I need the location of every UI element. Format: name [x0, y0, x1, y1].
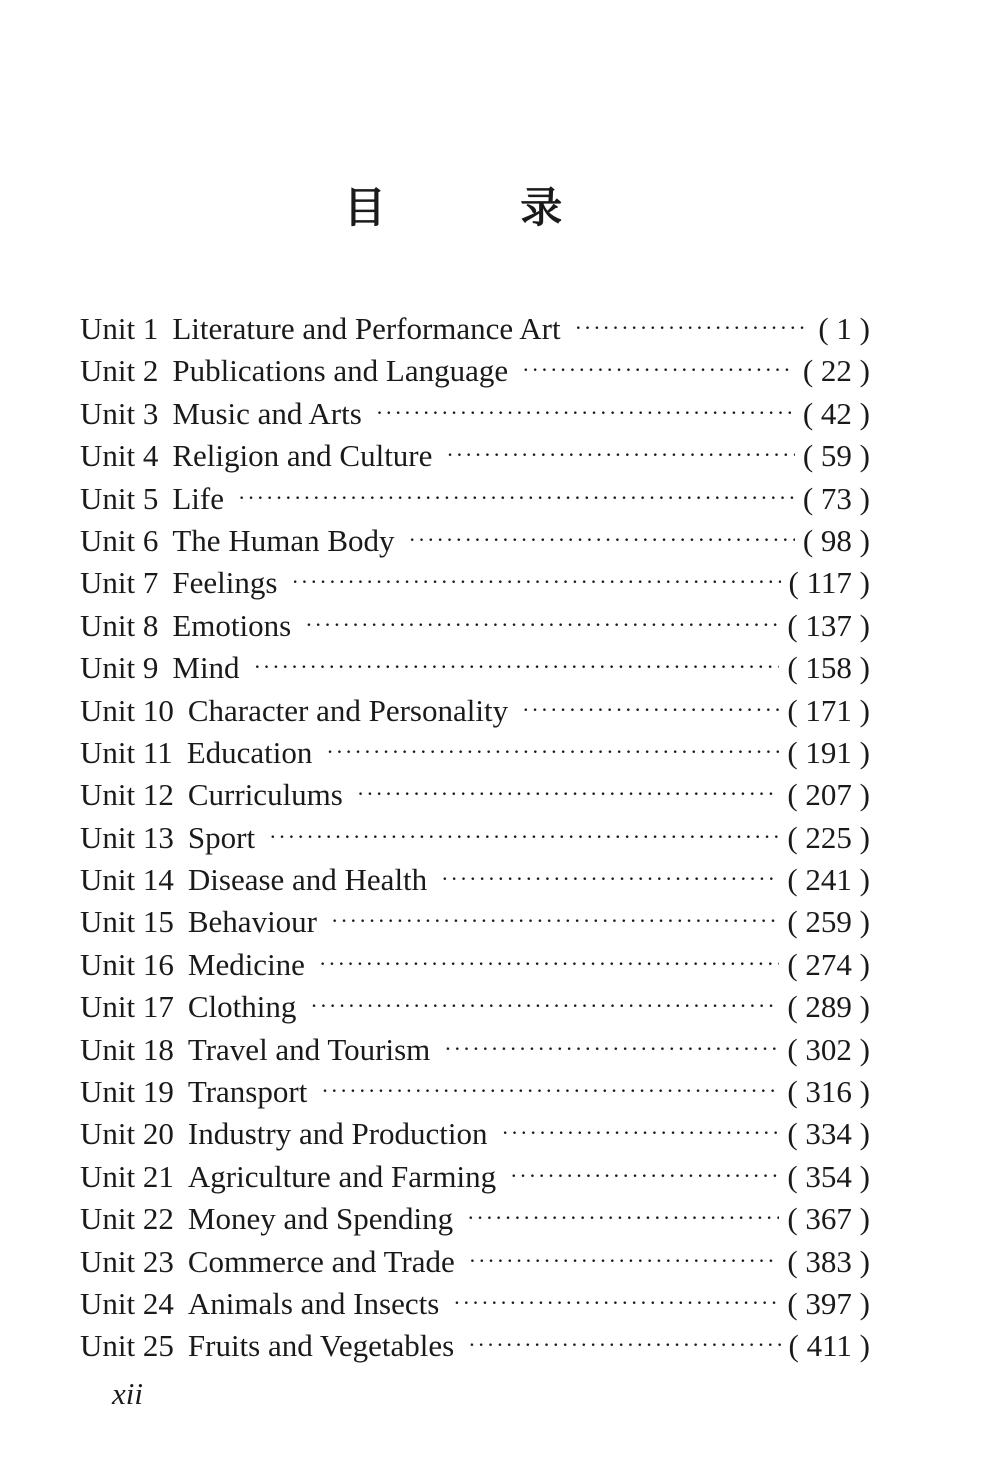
- toc-entry[interactable]: [80, 1029, 870, 1071]
- toc-entry[interactable]: [80, 986, 870, 1028]
- dot-leader: [522, 349, 795, 391]
- toc-entry[interactable]: [80, 435, 870, 477]
- unit-label: Unit 7: [80, 565, 159, 601]
- unit-title: Behaviour: [187, 904, 318, 940]
- unit-label: Unit 14: [80, 862, 174, 898]
- page-reference: ( 42 ): [802, 395, 870, 431]
- page-reference: ( 73 ): [802, 480, 870, 516]
- page-reference: ( 274 ): [787, 946, 870, 982]
- unit-label: Unit 4: [80, 438, 159, 474]
- page-reference: ( 171 ): [787, 692, 870, 728]
- unit-label: Unit 13: [80, 819, 174, 855]
- page-reference: ( 158 ): [787, 650, 870, 686]
- unit-title: Fruits and Vegetables: [187, 1328, 455, 1364]
- dot-leader: [446, 434, 794, 476]
- page-reference: ( 397 ): [787, 1285, 870, 1321]
- unit-title: Music and Arts: [172, 395, 362, 431]
- dot-leader: [502, 1112, 780, 1154]
- toc-entry[interactable]: [80, 817, 870, 859]
- page-reference: ( 289 ): [787, 989, 870, 1025]
- toc-entry[interactable]: [80, 1325, 870, 1367]
- dot-leader: [238, 477, 795, 519]
- unit-title: Mind: [172, 650, 240, 686]
- toc-entry[interactable]: [80, 901, 870, 943]
- dot-leader: [331, 900, 779, 942]
- unit-title: Travel and Tourism: [187, 1031, 431, 1067]
- toc-entry[interactable]: [80, 1198, 870, 1240]
- page-reference: ( 207 ): [787, 777, 870, 813]
- unit-label: Unit 9: [80, 650, 159, 686]
- unit-title: Medicine: [187, 946, 305, 982]
- dot-leader: [469, 1240, 780, 1282]
- page-reference: ( 117 ): [788, 565, 870, 601]
- unit-title: Agriculture and Farming: [187, 1158, 497, 1194]
- unit-title: Character and Personality: [187, 692, 509, 728]
- unit-title: Publications and Language: [172, 353, 509, 389]
- page-reference: ( 59 ): [802, 438, 870, 474]
- unit-label: Unit 6: [80, 522, 159, 558]
- unit-label: Unit 5: [80, 480, 159, 516]
- unit-title: Curriculums: [187, 777, 343, 813]
- unit-title: Clothing: [187, 989, 297, 1025]
- table-of-contents: [80, 308, 870, 1368]
- page-reference: ( 259 ): [787, 904, 870, 940]
- toc-entry[interactable]: [80, 1283, 870, 1325]
- dot-leader: [310, 985, 779, 1027]
- unit-label: Unit 2: [80, 353, 159, 389]
- dot-leader: [522, 689, 779, 731]
- page-reference: ( 137 ): [787, 607, 870, 643]
- toc-entry[interactable]: [80, 562, 870, 604]
- unit-label: Unit 15: [80, 904, 174, 940]
- dot-leader: [441, 858, 779, 900]
- unit-title: The Human Body: [172, 522, 395, 558]
- unit-title: Education: [186, 734, 313, 770]
- page-title: 目 录: [343, 183, 623, 232]
- unit-title: Disease and Health: [187, 862, 428, 898]
- unit-label: Unit 18: [80, 1031, 174, 1067]
- unit-title: Religion and Culture: [172, 438, 433, 474]
- unit-label: Unit 10: [80, 692, 174, 728]
- unit-label: Unit 8: [80, 607, 159, 643]
- unit-label: Unit 25: [80, 1328, 174, 1364]
- dot-leader: [291, 561, 780, 603]
- dot-leader: [409, 519, 795, 561]
- toc-entry[interactable]: [80, 478, 870, 520]
- page-reference: ( 225 ): [787, 819, 870, 855]
- toc-entry[interactable]: [80, 393, 870, 435]
- page-reference: ( 367 ): [787, 1201, 870, 1237]
- unit-title: Literature and Performance Art: [172, 311, 561, 346]
- dot-leader: [444, 1028, 779, 1070]
- page-reference: ( 98 ): [802, 522, 870, 558]
- unit-label: Unit 22: [80, 1201, 174, 1237]
- toc-entry[interactable]: [80, 1241, 870, 1283]
- unit-title: Commerce and Trade: [187, 1243, 455, 1279]
- dot-leader: [254, 646, 780, 688]
- page-reference: ( 316 ): [787, 1074, 870, 1110]
- unit-title: Money and Spending: [187, 1201, 454, 1237]
- page-reference: ( 334 ): [787, 1116, 870, 1152]
- dot-leader: [468, 1324, 780, 1366]
- dot-leader: [305, 604, 779, 646]
- unit-label: Unit 1: [80, 311, 159, 346]
- unit-label: Unit 16: [80, 946, 174, 982]
- unit-label: Unit 20: [80, 1116, 174, 1152]
- unit-label: Unit 19: [80, 1074, 174, 1110]
- unit-label: Unit 17: [80, 989, 174, 1025]
- dot-leader: [269, 816, 779, 858]
- toc-entry[interactable]: [80, 520, 870, 562]
- page-number: xii: [112, 1376, 143, 1411]
- toc-entry[interactable]: [80, 1156, 870, 1198]
- toc-entry[interactable]: [80, 605, 870, 647]
- page-reference: ( 1 ): [818, 311, 870, 346]
- page-reference: ( 22 ): [802, 353, 870, 389]
- unit-label: Unit 24: [80, 1285, 174, 1321]
- page-reference: ( 191 ): [787, 734, 870, 770]
- unit-title: Emotions: [172, 607, 292, 643]
- dot-leader: [326, 731, 779, 773]
- unit-label: Unit 23: [80, 1243, 174, 1279]
- page-reference: ( 241 ): [787, 862, 870, 898]
- toc-entry[interactable]: [80, 1071, 870, 1113]
- unit-title: Feelings: [172, 565, 278, 601]
- unit-label: Unit 21: [80, 1158, 174, 1194]
- dot-leader: [357, 773, 779, 815]
- dot-leader: [321, 1070, 779, 1112]
- unit-title: Industry and Production: [187, 1116, 488, 1152]
- unit-label: Unit 11: [80, 734, 173, 770]
- toc-entry[interactable]: [80, 1113, 870, 1155]
- toc-entry[interactable]: [80, 350, 870, 392]
- toc-entry[interactable]: [80, 732, 870, 774]
- toc-entry[interactable]: [80, 774, 870, 816]
- dot-leader: [510, 1155, 779, 1197]
- dot-leader: [319, 943, 779, 985]
- page-reference: ( 302 ): [787, 1031, 870, 1067]
- toc-entry[interactable]: [80, 690, 870, 732]
- unit-title: Life: [172, 480, 225, 516]
- page-reference: ( 411 ): [788, 1328, 870, 1364]
- unit-title: Sport: [187, 819, 256, 855]
- toc-entry[interactable]: [80, 859, 870, 901]
- unit-title: Transport: [187, 1074, 308, 1110]
- page-reference: ( 383 ): [787, 1243, 870, 1279]
- toc-entry[interactable]: [80, 647, 870, 689]
- toc-entry[interactable]: [80, 944, 870, 986]
- page-reference: ( 354 ): [787, 1158, 870, 1194]
- dot-leader: [453, 1282, 779, 1324]
- unit-label: Unit 3: [80, 395, 159, 431]
- dot-leader: [376, 392, 795, 434]
- toc-entry[interactable]: [80, 308, 870, 350]
- dot-leader: [575, 307, 811, 349]
- unit-label: Unit 12: [80, 777, 174, 813]
- unit-title: Animals and Insects: [187, 1285, 440, 1321]
- dot-leader: [467, 1197, 779, 1239]
